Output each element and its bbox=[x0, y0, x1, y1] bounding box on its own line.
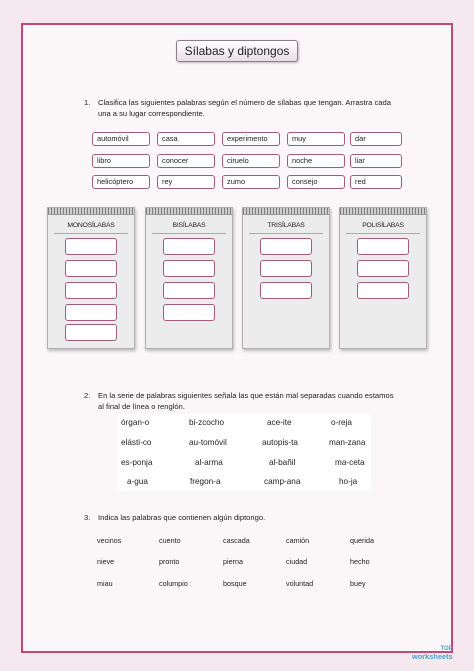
separation-word[interactable]: o-reja bbox=[331, 418, 352, 427]
separation-word[interactable]: man-zana bbox=[329, 438, 366, 447]
separation-word[interactable]: ma-ceta bbox=[335, 458, 365, 467]
question-1 bbox=[84, 97, 444, 121]
drop-slot[interactable] bbox=[357, 282, 409, 299]
separation-word[interactable]: elásti-co bbox=[121, 438, 152, 447]
word-tile[interactable]: rey bbox=[157, 175, 215, 189]
question-3-line-1: Indica las palabras que contienen algún diptongo. bbox=[98, 513, 266, 522]
diphthong-word[interactable]: pronto bbox=[159, 557, 180, 566]
divider bbox=[54, 233, 128, 234]
question-1-line-1: Clasifica las siguientes palabras según el número de sílabas que tengan. Arrastra cada bbox=[98, 98, 391, 107]
drop-slot[interactable] bbox=[357, 260, 409, 277]
category-label: TRISÍLABAS bbox=[267, 222, 305, 229]
diphthong-word[interactable]: voluntad bbox=[286, 579, 314, 588]
question-2-line-2: al final de línea o renglón. bbox=[98, 402, 185, 411]
drop-slot[interactable] bbox=[65, 282, 117, 299]
separation-word[interactable]: es-ponja bbox=[121, 458, 153, 467]
spiral-binding bbox=[146, 208, 232, 215]
drop-slot[interactable] bbox=[163, 260, 215, 277]
diphthong-word[interactable]: cuento bbox=[159, 536, 181, 545]
question-2-line-1: En la serie de palabras siguientes señala las que están mal separadas cuando estamos bbox=[98, 391, 394, 400]
diphthong-word[interactable]: miau bbox=[97, 579, 113, 588]
drop-slot[interactable] bbox=[260, 260, 312, 277]
word-tile[interactable]: consejo bbox=[287, 175, 345, 189]
brand-logo-top: TOP bbox=[440, 646, 453, 652]
word-tile[interactable]: muy bbox=[287, 132, 345, 146]
word-tile[interactable]: libro bbox=[92, 154, 150, 168]
category-label: BISÍLABAS bbox=[172, 222, 206, 229]
question-1-number: 1. bbox=[84, 98, 91, 107]
separation-word[interactable]: ho-ja bbox=[339, 477, 358, 486]
drop-slot[interactable] bbox=[163, 282, 215, 299]
word-tile[interactable]: experimento bbox=[222, 132, 280, 146]
word-tile[interactable]: helicóptero bbox=[92, 175, 150, 189]
separation-word[interactable]: al-bañil bbox=[269, 458, 296, 467]
diphthong-word[interactable]: pierna bbox=[223, 557, 243, 566]
spiral-binding bbox=[243, 208, 329, 215]
diphthong-word[interactable]: cascada bbox=[223, 536, 250, 545]
word-tile[interactable]: ciruelo bbox=[222, 154, 280, 168]
question-3 bbox=[84, 512, 444, 524]
word-tile[interactable]: dar bbox=[350, 132, 402, 146]
question-3-number: 3. bbox=[84, 513, 91, 522]
question-2-number: 2. bbox=[84, 391, 91, 400]
diphthong-word[interactable]: ciudad bbox=[286, 557, 308, 566]
diphthong-word[interactable]: hecho bbox=[350, 557, 370, 566]
diphthong-word[interactable]: columpio bbox=[159, 579, 188, 588]
divider bbox=[249, 233, 323, 234]
separation-word-panel bbox=[117, 414, 371, 491]
drop-slot[interactable] bbox=[65, 324, 117, 341]
page-title: Sílabas y diptongos bbox=[176, 40, 298, 62]
notepad-bisilabas bbox=[145, 207, 233, 349]
spiral-binding bbox=[48, 208, 134, 215]
separation-word[interactable]: fregon-a bbox=[190, 477, 221, 486]
drop-slot[interactable] bbox=[65, 238, 117, 255]
drop-slot[interactable] bbox=[163, 238, 215, 255]
diphthong-word[interactable]: buey bbox=[350, 579, 366, 588]
notepad-polisilabas bbox=[339, 207, 427, 349]
drop-slot[interactable] bbox=[65, 260, 117, 277]
separation-word[interactable]: al-arma bbox=[195, 458, 223, 467]
diphthong-word[interactable]: camión bbox=[286, 536, 310, 545]
notepad-trisilabas bbox=[242, 207, 330, 349]
brand-logo-bottom: worksheets bbox=[412, 652, 453, 661]
separation-word[interactable]: a-gua bbox=[127, 477, 148, 486]
drop-slot[interactable] bbox=[65, 304, 117, 321]
word-tile[interactable]: conocer bbox=[157, 154, 215, 168]
word-tile[interactable]: casa bbox=[157, 132, 215, 146]
word-tile[interactable]: liar bbox=[350, 154, 402, 168]
diphthong-word[interactable]: nieve bbox=[97, 557, 115, 566]
separation-word[interactable]: ace-ite bbox=[267, 418, 292, 427]
word-tile[interactable]: zumo bbox=[222, 175, 280, 189]
question-1-line-2: una a su lugar correspondiente. bbox=[98, 109, 205, 118]
divider bbox=[346, 233, 420, 234]
word-tile[interactable]: noche bbox=[287, 154, 345, 168]
word-tile[interactable]: automóvil bbox=[92, 132, 150, 146]
separation-word[interactable]: camp-ana bbox=[264, 477, 301, 486]
category-label: POLISÍLABAS bbox=[362, 222, 404, 229]
question-2 bbox=[84, 390, 444, 414]
separation-word[interactable]: órgan-o bbox=[121, 418, 150, 427]
diphthong-word[interactable]: vecinos bbox=[97, 536, 122, 545]
brand-logo bbox=[412, 646, 453, 660]
spiral-binding bbox=[340, 208, 426, 215]
separation-word[interactable]: au-tomóvil bbox=[189, 438, 227, 447]
word-tile[interactable]: red bbox=[350, 175, 402, 189]
diphthong-word[interactable]: querida bbox=[350, 536, 374, 545]
drop-slot[interactable] bbox=[163, 304, 215, 321]
separation-word[interactable]: bi-zcocho bbox=[189, 418, 225, 427]
notepad-monosilabas bbox=[47, 207, 135, 349]
divider bbox=[152, 233, 226, 234]
diphthong-word[interactable]: bosque bbox=[223, 579, 247, 588]
category-label: MONOSÍLABAS bbox=[67, 222, 115, 229]
drop-slot[interactable] bbox=[260, 238, 312, 255]
separation-word[interactable]: autopis-ta bbox=[262, 438, 298, 447]
drop-slot[interactable] bbox=[260, 282, 312, 299]
drop-slot[interactable] bbox=[357, 238, 409, 255]
